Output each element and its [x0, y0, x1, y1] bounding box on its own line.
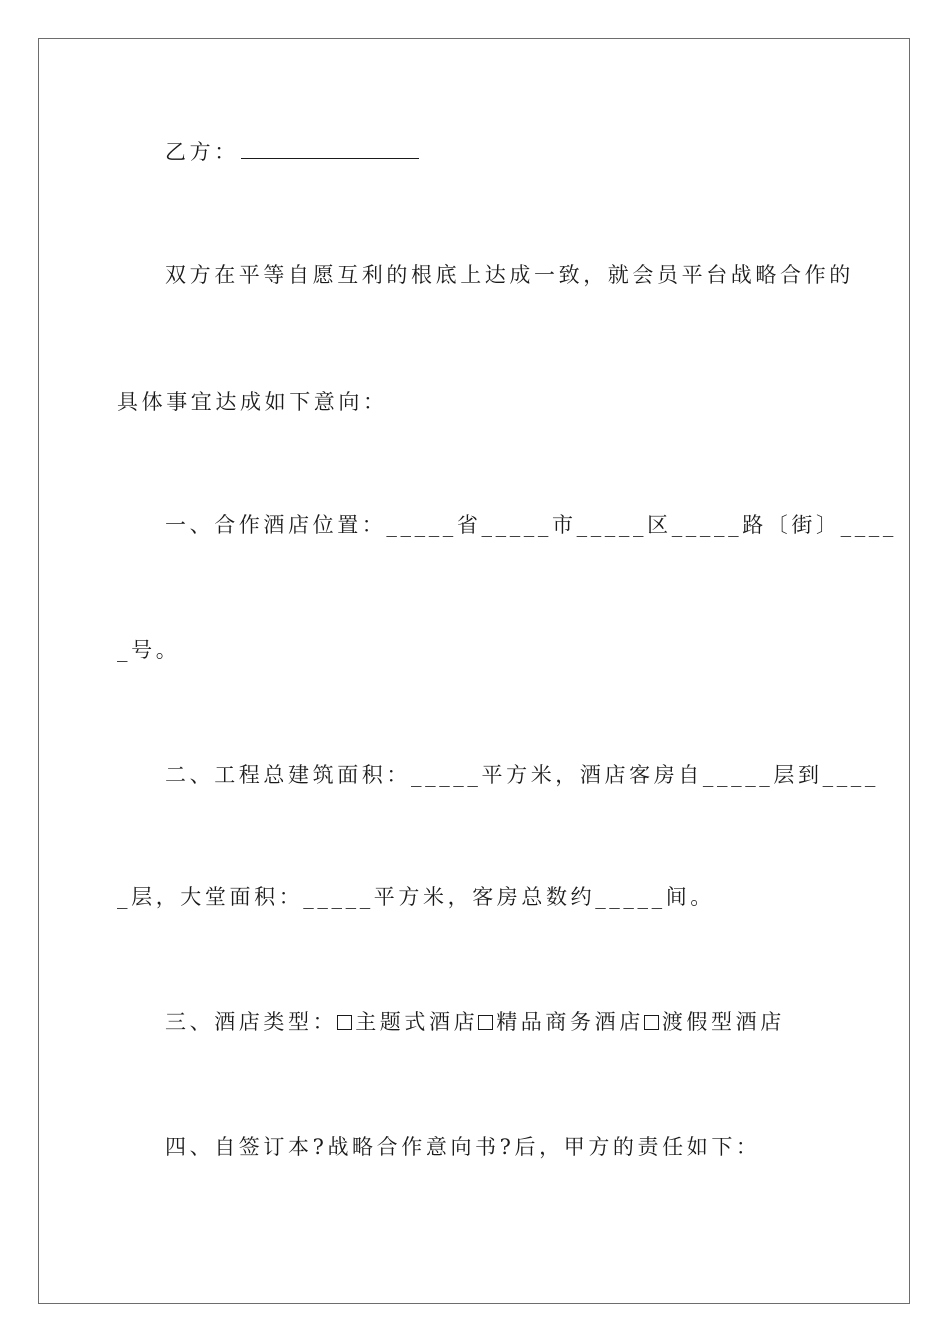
- paragraph-1-line-1: 双方在平等自愿互利的根底上达成一致，就会员平台战略合作的: [165, 263, 854, 287]
- party-b-label: 乙方：: [165, 140, 239, 164]
- clause-4-line-1: 四、自签订本?战略合作意向书?后，甲方的责任如下：: [165, 1135, 761, 1159]
- option-theme-hotel: 主题式酒店: [355, 1010, 479, 1034]
- party-b-line: [165, 138, 419, 166]
- paragraph-1-line-2: 具体事宜达成如下意向：: [117, 390, 388, 414]
- clause-1-line-1: 一、合作酒店位置：_____省_____市_____区_____路〔街〕____: [165, 513, 897, 537]
- clause-2-line-1: 二、工程总建筑面积：_____平方米，酒店客房自_____层到____: [165, 763, 879, 787]
- party-b-blank: [241, 138, 419, 159]
- clause-3-prefix: 三、酒店类型：: [165, 1010, 338, 1034]
- clause-3-line: [165, 1008, 785, 1036]
- option-boutique-business-hotel: 精品商务酒店: [496, 1010, 644, 1034]
- checkbox-theme-hotel[interactable]: [337, 1015, 352, 1030]
- checkbox-resort-hotel[interactable]: [644, 1015, 659, 1030]
- clause-2-line-2: _层，大堂面积：_____平方米，客房总数约_____间。: [117, 885, 715, 909]
- clause-1-line-2: _号。: [117, 638, 181, 662]
- checkbox-boutique-business-hotel[interactable]: [478, 1015, 493, 1030]
- page-frame: [38, 38, 910, 1304]
- option-resort-hotel: 渡假型酒店: [661, 1010, 785, 1034]
